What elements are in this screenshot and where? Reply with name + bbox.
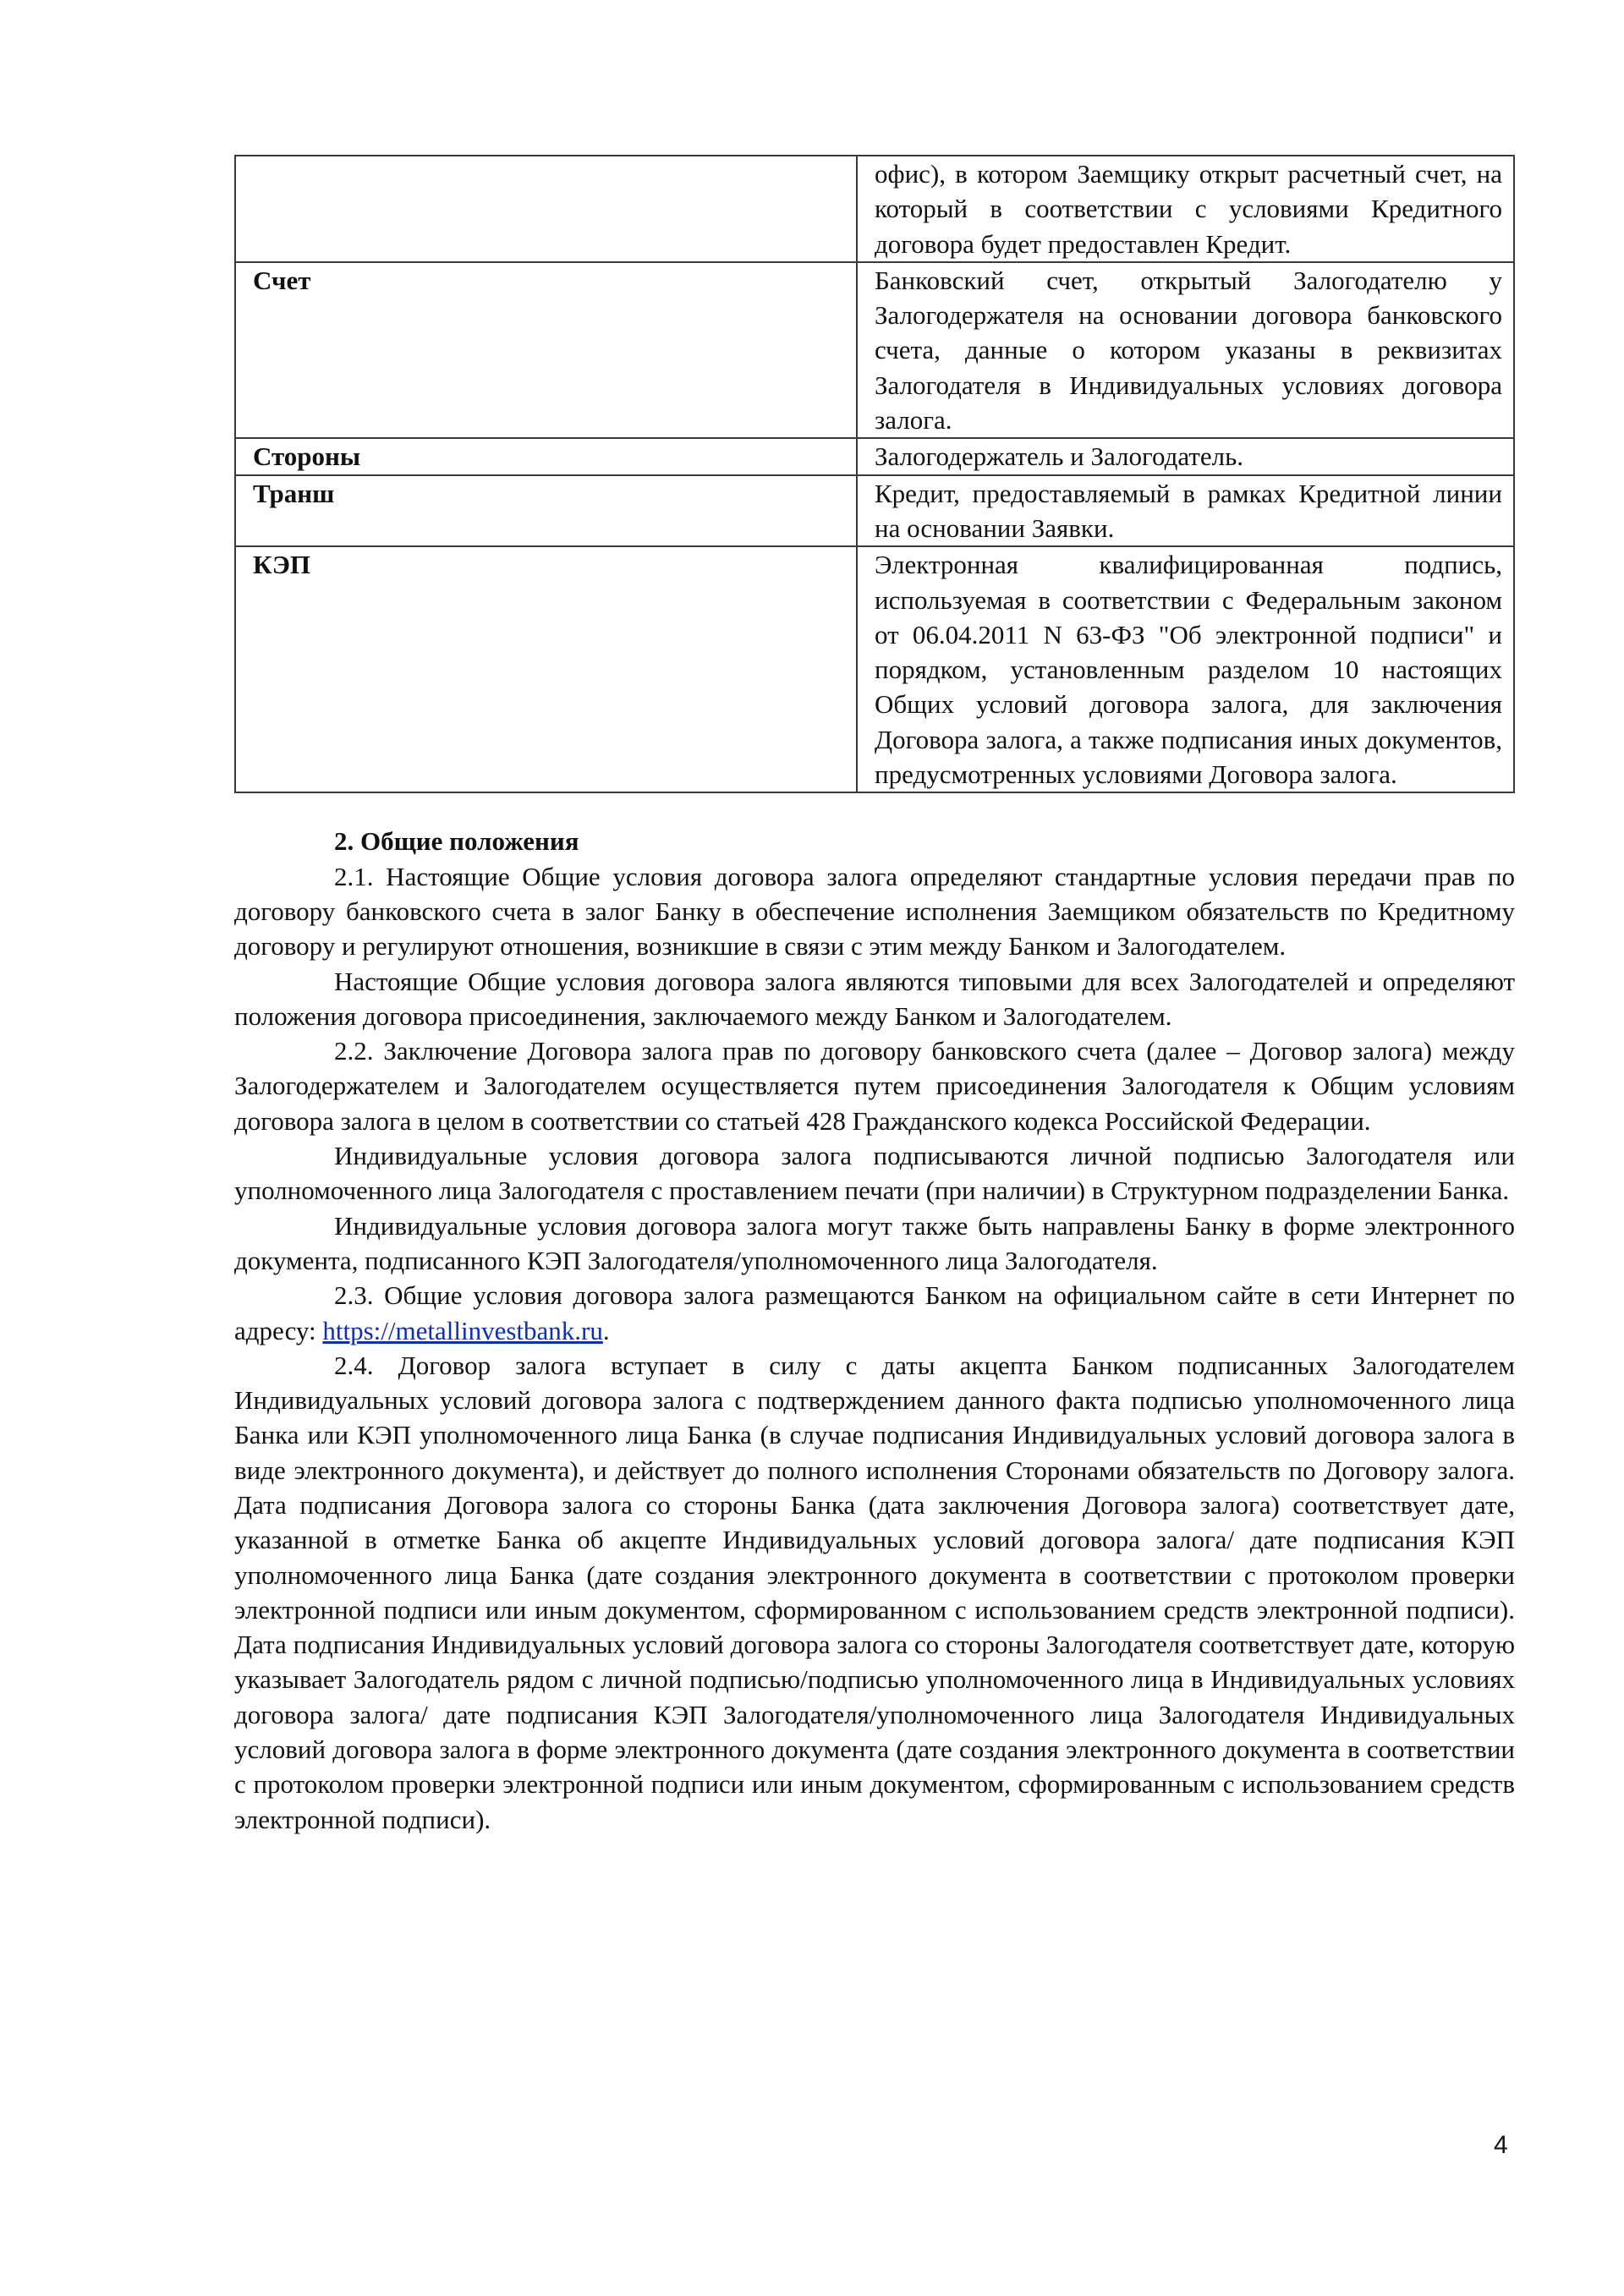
paragraph-2-2-signing: Индивидуальные условия договора залога подписываются личной подписью Залогодателя или уполномоченного лица Залогодателя с проставлением печати (при наличии) в Структурном подразделении Банка. [234,1141,1515,1206]
table-row [235,156,1514,262]
table-row [235,262,1514,438]
table-row [235,475,1514,547]
paragraph-2-3-text: 2.3. Общие условия договора залога размещаются Банком на официальном сайте в сети Интернет по адресу: [234,1280,1515,1345]
term-cell: Транш [235,475,857,547]
table-row [235,546,1514,792]
term-cell: Счет [235,262,857,438]
page-content [234,155,1515,1837]
paragraph-2-4: 2.4. Договор залога вступает в силу с даты акцепта Банком подписанных Залогодателем Индивидуальных условий договора залога с подтверждением данного факта подписью уполномоченного лица Банка или КЭП уполномоченного лица Банка (в случае подписания Индивидуальных условий договора залога в виде электронного документа), и действует до полного исполнения Сторонами обязательств по Договору залога. Дата подписания Договора залога со стороны Банка (дата заключения Договора залога) соответствует дате, указанной в отметке Банка об акцепте Индивидуальных условий договора залога/ дате подписания КЭП уполномоченного лица Банка (дате создания электронного документа в соответствии с протоколом проверки электронной подписи или иным документом, сформированном с использованием средств электронной подписи). Дата подписания Индивидуальных условий договора залога со стороны Залогодателя соответствует дате, которую указывает Залогодатель рядом с личной подписью/подписью уполномоченного лица в Индивидуальных условиях договора залога/ дате подписания КЭП Залогодателя/уполномоченного лица Залогодателя Индивидуальных условий договора залога в форме электронного документа (дате создания электронного документа в соответствии с протоколом проверки электронной подписи или иным документом, сформированным с использованием средств электронной подписи). [234,1350,1515,1834]
paragraph-2-3 [234,1278,1515,1348]
term-cell: Стороны [235,438,857,474]
definition-cell: Кредит, предоставляемый в рамках Кредитной линии на основании Заявки. [857,475,1514,547]
definition-cell: Залогодержатель и Залогодатель. [857,438,1514,474]
definitions-table [234,155,1515,793]
table-row [235,438,1514,474]
section-title: 2. Общие положения [334,826,579,857]
definition-cell: Банковский счет, открытый Залогодателю у Залогодержателя на основании договора банковского счета, данные о котором указаны в реквизитах Залогодателя в Индивидуальных условиях договора залога. [857,262,1514,438]
website-link[interactable]: https://metallinvestbank.ru [322,1315,603,1345]
page-number: 4 [1494,2131,1508,2159]
paragraph-2-1: 2.1. Настоящие Общие условия договора залога определяют стандартные условия передачи прав по договору банковского счета в залог Банку в обеспечение исполнения Заемщиком обязательств по Кредитному договору и регулируют отношения, возникшие в связи с этим между Банком и Залогодателем. [234,861,1515,962]
definition-cell: Электронная квалифицированная подпись, используемая в соответствии с Федеральным законом от 06.04.2011 N 63-ФЗ "Об электронной подписи" и порядком, установленным разделом 10 настоящих Общих условий договора залога, для заключения Договора залога, а также подписания иных документов, предусмотренных условиями Договора залога. [857,546,1514,792]
paragraph-2-1-cont: Настоящие Общие условия договора залога являются типовыми для всех Залогодателей и определяют положения договора присоединения, заключаемого между Банком и Залогодателем. [234,966,1515,1031]
term-cell [235,156,857,262]
paragraph-2-2-electronic: Индивидуальные условия договора залога могут также быть направлены Банку в форме электронного документа, подписанного КЭП Залогодателя/уполномоченного лица Залогодателя. [234,1210,1515,1275]
paragraph-2-2: 2.2. Заключение Договора залога прав по договору банковского счета (далее – Договор залога) между Залогодержателем и Залогодателем осуществляется путем присоединения Залогодателя к Общим условиям договора залога в целом в соответствии со статьей 428 Гражданского кодекса Российской Федерации. [234,1036,1515,1136]
definition-cell: офис), в котором Заемщику открыт расчетный счет, на который в соответствии с условиями Кредитного договора будет предоставлен Кредит. [857,156,1514,262]
section-general-provisions [234,824,1515,1837]
paragraph-2-3-end: . [602,1315,610,1345]
term-cell: КЭП [235,546,857,792]
